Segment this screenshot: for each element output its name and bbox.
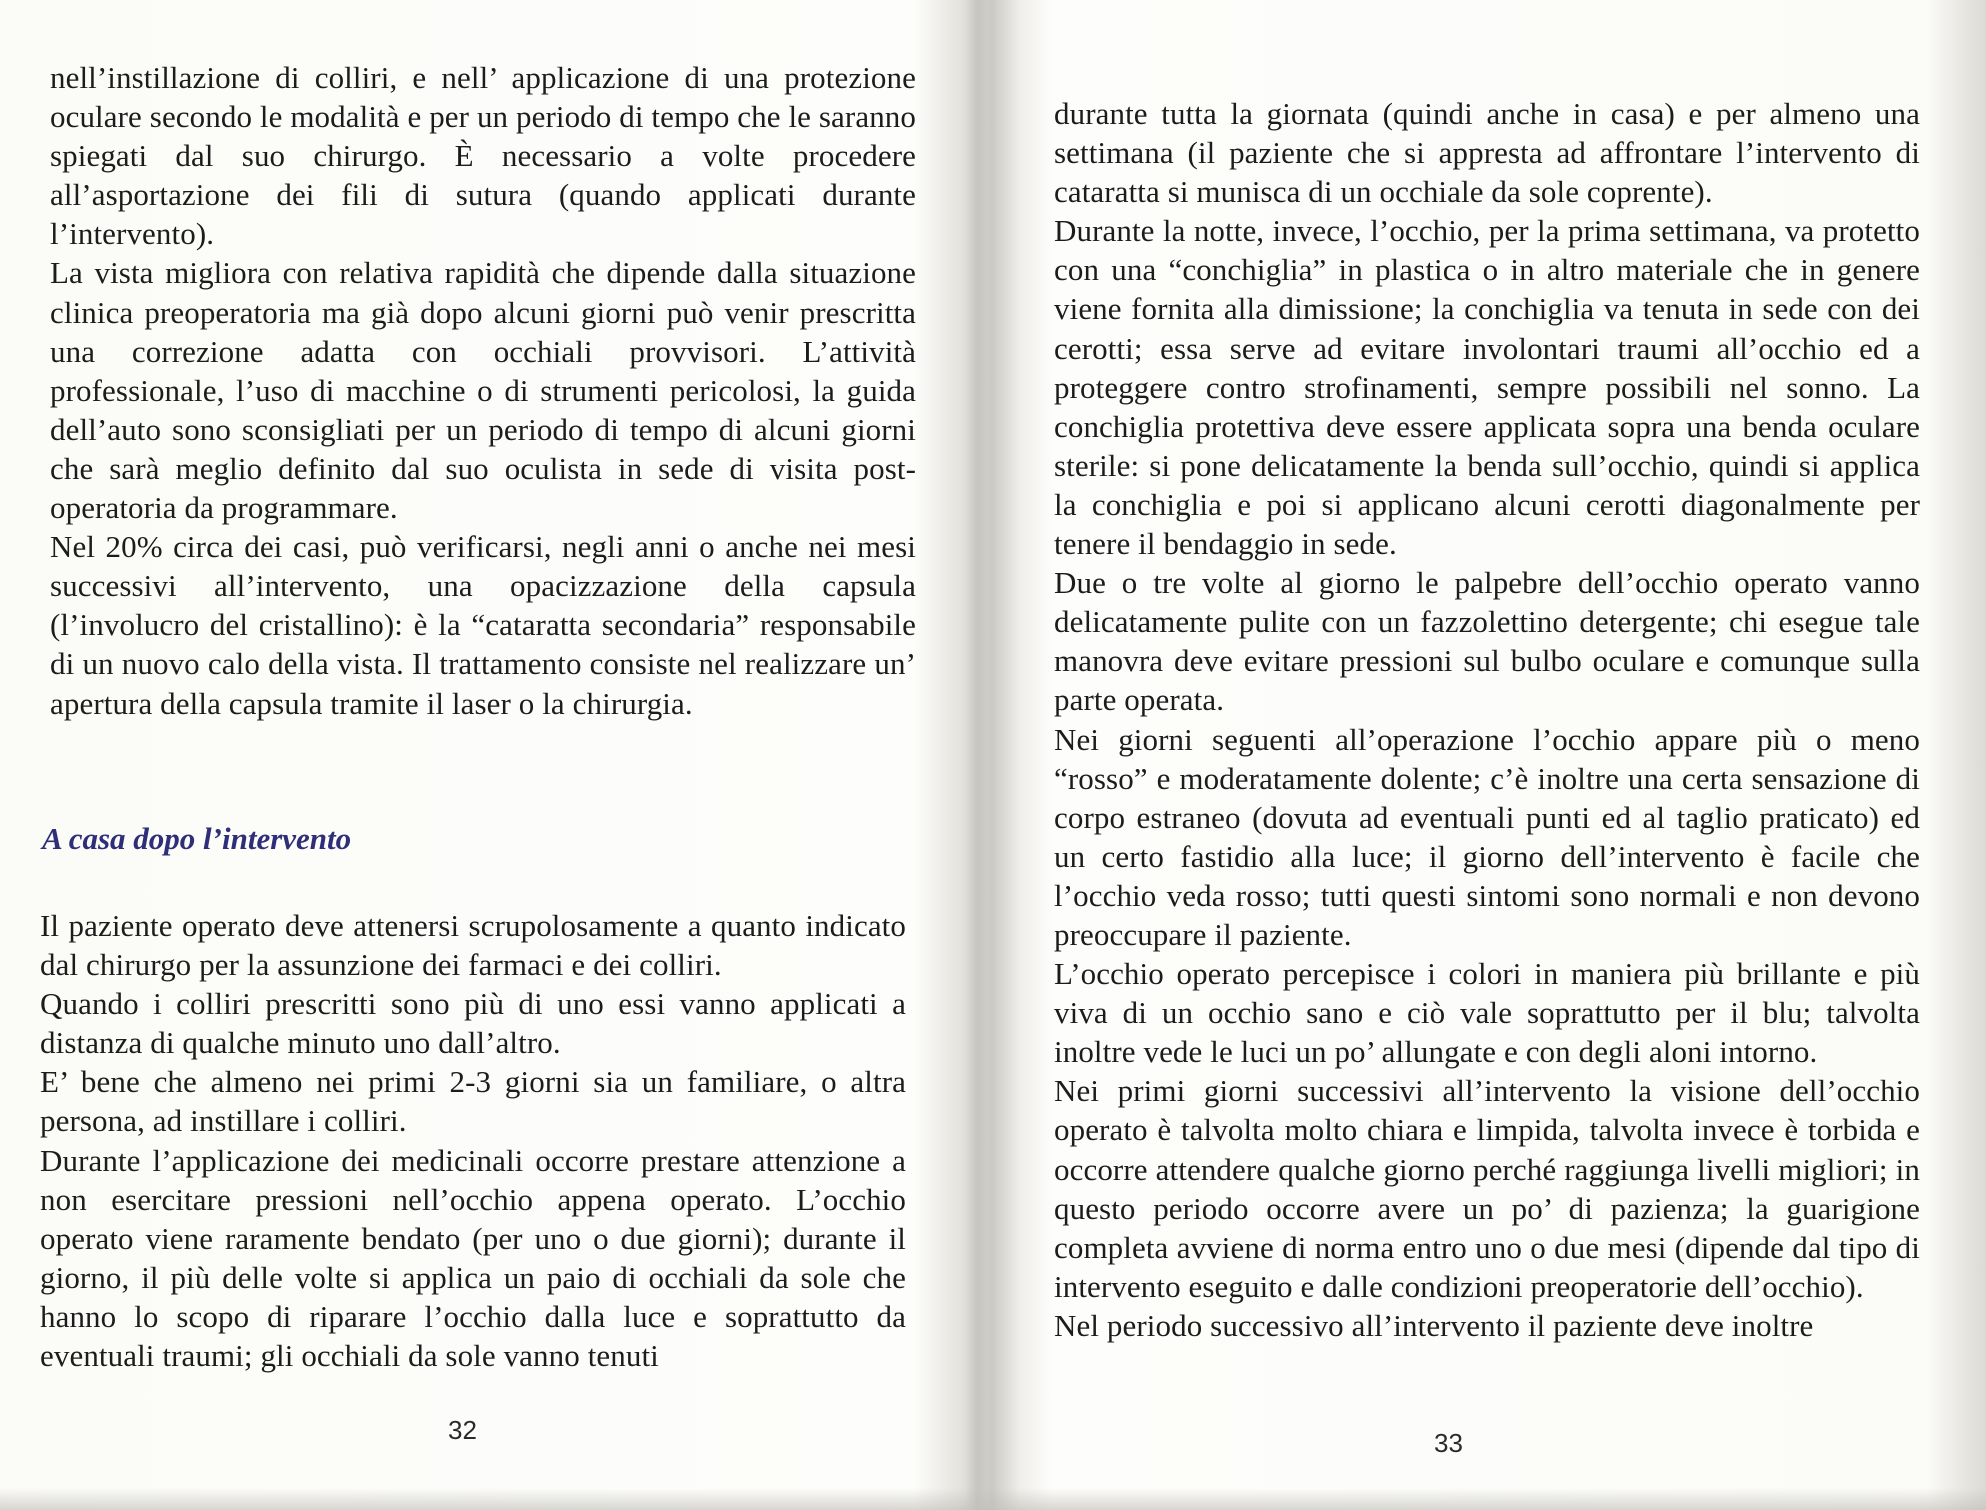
page-number-left: 32 [448,1415,477,1445]
section-heading: A casa dopo l’intervento [42,821,352,856]
paragraph: La vista migliora con relativa rapidità che dipende dalla situazione clinica preoperatoria ma già dopo alcuni giorni può venir prescritta una correzione adatta con occhiali provvisori. L’attività professionale, l’uso di macchine o di strumenti pericolosi, la guida dell’auto sono sconsigliati per un periodo di tempo di alcuni giorni che sarà meglio definito dal suo oculista in sede di visita post-operatoria da programmare. [50,255,916,526]
page-bottom-edge [0,1488,1986,1510]
paragraph: Nel periodo successivo all’intervento il paziente deve inoltre [1054,1307,1814,1343]
paragraph: L’occhio operato percepisce i colori in maniera più brillante e più viva di un occhio sano e ciò vale soprattutto per il blu; talvolta inoltre vede le luci un po’ allungate e con degli aloni intorno. [1054,956,1920,1070]
paragraph: durante tutta la giornata (quindi anche in casa) e per almeno una settimana (il paziente che si appresta ad affrontare l’intervento di cataratta si munisca di un occhiale da sole coprente). [1054,96,1920,210]
right-page [1006,0,1986,1510]
paragraph: Nel 20% circa dei casi, può verificarsi, negli anni o anche nei mesi successivi all’intervento, una opacizzazione della capsula (l’involucro del cristallino): è la “cataratta secondaria” responsabile di un nuovo calo della vista. Il trattamento consiste nel realizzare un’ apertura della capsula tramite il laser o la chirurgia. [50,529,916,721]
left-page-bottom-text [40,906,906,1375]
paragraph: Durante la notte, invece, l’occhio, per la prima settimana, va protetto con una “conchiglia” in plastica o in altro materiale che in genere viene fornita alla dimissione; la conchiglia va tenuta in sede con dei cerotti; essa serve ad evitare involontari traumi all’occhio ed a proteggere contro strofinamenti, sempre possibili nel sonno. La conchiglia protettiva deve essere applicata sopra una benda oculare sterile: si pone delicatamente la benda sull’occhio, quindi si applica la conchiglia e poi si applicano alcuni cerotti diagonalmente per tenere il bendaggio in sede. [1054,213,1920,562]
paragraph: Due o tre volte al giorno le palpebre dell’occhio operato vanno delicatamente pulite con un fazzolettino detergente; chi esegue tale manovra deve evitare pressioni sul bulbo oculare e comunque sulla parte operata. [1054,565,1920,718]
paragraph: Il paziente operato deve attenersi scrupolosamente a quanto indicato dal chirurgo per la assunzione dei farmaci e dei colliri. [40,908,906,983]
left-page-top-text [50,58,916,723]
paragraph: nell’instillazione di colliri, e nell’ applicazione di una protezione oculare secondo le modalità e per un periodo di tempo che le saranno spiegati dal suo chirurgo. È necessario a volte procedere all’asportazione dei fili di sutura (quando applicati durante l’intervento). [50,60,916,252]
paragraph: Nei primi giorni successivi all’intervento la visione dell’occhio operato è talvolta molto chiara e limpida, talvolta invece è torbida e occorre attendere qualche giorno perché raggiunga livelli migliori; in questo periodo occorre avere un po’ di pazienza; la guarigione completa avviene di norma entro uno o due mesi (dipende dal tipo di intervento eseguito e dalle condizioni preoperatorie dell’occhio). [1054,1073,1920,1304]
left-page [0,0,980,1510]
paragraph: Durante l’applicazione dei medicinali occorre prestare attenzione a non esercitare pressioni nell’occhio appena operato. L’occhio operato viene raramente bendato (per uno o due giorni); durante il giorno, il più delle volte si applica un paio di occhiali da sole che hanno lo scopo di riparare l’occhio dalla luce e soprattutto da eventuali traumi; gli occhiali da sole vanno tenuti [40,1142,906,1374]
right-page-text [1054,94,1920,1345]
paragraph: Nei giorni seguenti all’operazione l’occhio appare più o meno “rosso” e moderatamente dolente; c’è inoltre una certa sensazione di corpo estraneo (dovuta ad eventuali punti ed al taglio praticato) ed un certo fastidio alla luce; il giorno dell’intervento è facile che l’occhio veda rosso; tutti questi sintomi sono normali e non devono preoccupare il paziente. [1054,721,1920,952]
page-number-right: 33 [1434,1428,1463,1458]
paragraph: Quando i colliri prescritti sono più di uno essi vanno applicati a distanza di qualche minuto uno dall’altro. [40,986,906,1061]
paragraph: E’ bene che almeno nei primi 2-3 giorni sia un familiare, o altra persona, ad instillare i colliri. [40,1064,906,1139]
